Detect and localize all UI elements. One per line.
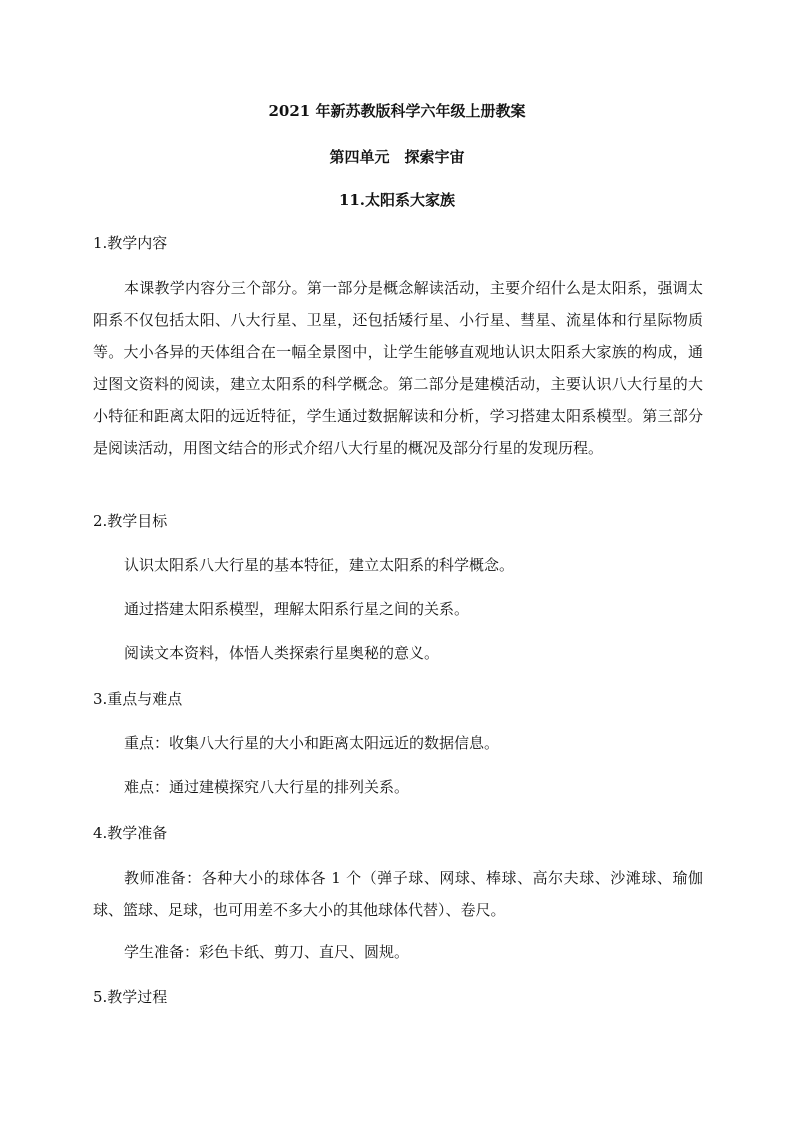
goal-item: 阅读文本资料，体悟人类探索行星奥秘的意义。 <box>124 644 440 662</box>
document-title: 2021 年新苏教版科学六年级上册教案 <box>268 102 526 120</box>
lesson-title: 11.太阳系大家族 <box>338 191 456 209</box>
key-point-item: 重点：收集八大行星的大小和距离太阳远近的数据信息。 <box>124 734 500 752</box>
teaching-content-paragraph: 本课教学内容分三个部分。第一部分是概念解读活动，主要介绍什么是太阳系，强调太阳系不仅包括太阳、八大行星、卫星，还包括矮行星、小行星、彗星、流星体和行星际物质等。大小各异的天体组合在一幅全景图中，让学生能够直观地认识太阳系大家族的构成，通过图文资料的阅读，建立太阳系的科学概念。第二部分是建模活动，主要认识八大行星的大小特征和距离太阳的远近特征，学生通过数据解读和分析，学习搭建太阳系模型。第三部分是阅读活动，用图文结合的形式介绍八大行星的概况及部分行星的发现历程。 <box>93 279 703 457</box>
student-preparation-line: 学生准备：彩色卡纸、剪刀、直尺、圆规。 <box>124 943 410 961</box>
section-heading-key-points: 3.重点与难点 <box>93 690 183 708</box>
unit-title: 第四单元 探索宇宙 <box>329 148 465 166</box>
section-heading-teaching-content: 1.教学内容 <box>93 234 168 252</box>
section-heading-preparation: 4.教学准备 <box>93 824 168 842</box>
difficulty-item: 难点：通过建模探究八大行星的排列关系。 <box>124 778 410 796</box>
section-heading-teaching-process: 5.教学过程 <box>93 988 168 1006</box>
section-heading-teaching-goals: 2.教学目标 <box>93 512 168 530</box>
goal-item: 通过搭建太阳系模型，理解太阳系行星之间的关系。 <box>124 600 470 618</box>
goal-item: 认识太阳系八大行星的基本特征，建立太阳系的科学概念。 <box>124 556 515 574</box>
teacher-preparation-paragraph: 教师准备：各种大小的球体各 1 个（弹子球、网球、棒球、高尔夫球、沙滩球、瑜伽球、篮球、足球，也可用差不多大小的其他球体代替）、卷尺。 <box>93 869 703 919</box>
